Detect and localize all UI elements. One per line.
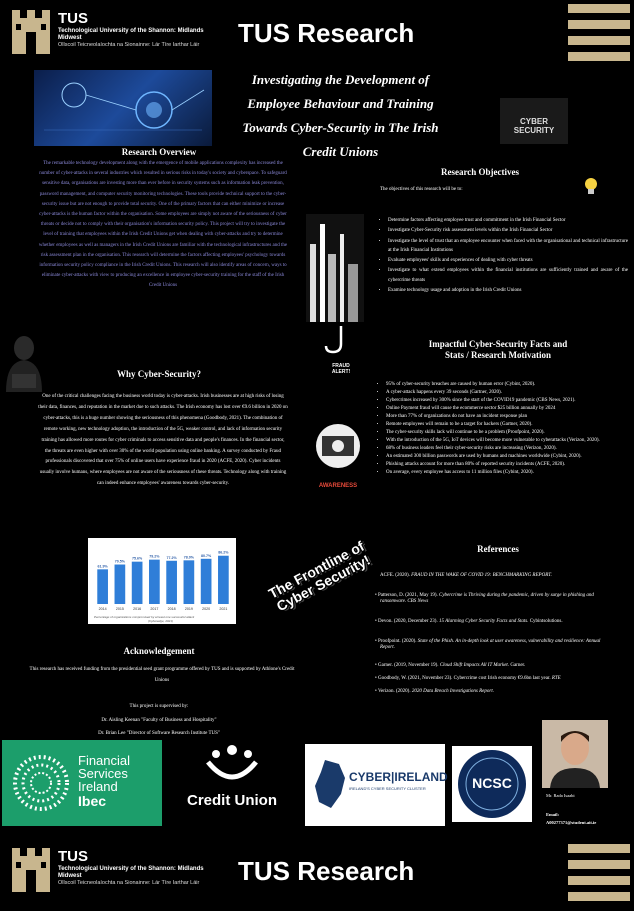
overview-text: The remarkable technology development along with the emergence of mobile applications complexity has increased the number of cyber-attacks in several industries which resulted in serious risks in today's society and cyberspace. To safeguard sensitive data, organisations are investing more than ever before in security systems such as information leak prevention, password management, and computer security monitoring technologies. These tools provide technical support to the cyber-security issue but are not enough to provide total security. One of the primary factors that can either minimize or increase cyber-attacks is the human factor within the organisation. Some employees are simply not aware of the seriousness of cyber threats or decide not to comply with their organisation's information security policy. This project will try to investigate the level of training that employees within the Irish Credit Unions get when dealing with cyber-attacks and try to determine whether employees as well as managers in the Irish Credit Unions are familiar with the technological infrastructures and the risk assessment plan in the organisation. This research will determine the factors affecting employees' psychology towards information security policy compliance in the Irish Credit Unions. This research will also identify areas of concern, ways to eliminate cyber-attacks with view to producing an excellence in employee cyber-security training for the staff of the Irish Credit Unions xyxy=(38,161,288,289)
reference-item: • Goodbody, W. (2021, November 23). Cybercrime cost Irish economy €9.6bn last year. RTE xyxy=(375,676,561,681)
university-name: Technological University of the Shannon: Midlands Midwest xyxy=(58,28,204,41)
ibec-wordmark: Ibec xyxy=(78,793,107,809)
hook-icon xyxy=(316,322,366,358)
supervised-by: This project is supervised by: xyxy=(129,704,189,709)
reference-text: Patterson, D. (2021, May 19). xyxy=(378,593,439,598)
reference-after: Cybintsolutions. xyxy=(528,619,563,624)
reference-item: • Patterson, D. (2021, May 19). Cybercrime is Thriving during the pandemic, driven by surge in phishing and ransomware. CBS News xyxy=(375,593,594,604)
financial-services-ireland-logo xyxy=(2,740,162,826)
reference-item: • Verizon. (2020). 2020 Data Breach Investigations Report. xyxy=(375,689,494,694)
dots-circle-icon xyxy=(12,754,70,812)
bar-chart xyxy=(88,538,236,624)
reference-italic: State of the Phish. An in-depth look at user awareness, vulnerability and resilience: Annual Report. xyxy=(380,639,601,650)
bar-chart-svg xyxy=(88,538,236,624)
bar xyxy=(97,569,108,604)
profile-email: A00277371@student.ait.ie xyxy=(546,820,597,825)
people-hands-icon xyxy=(202,742,262,786)
tick-label: 2015 xyxy=(115,607,124,611)
fs-line: Ireland xyxy=(78,779,118,794)
why-text: One of the critical challenges facing the business world today is cyber-attacks. Irish businesses are at high risks of losing their data, finances, and reputation in the market due to such attacks. The Irish economy has lost over €9.6 billion in 2020 on cyber-attacks, this is a huge number showing the seriousness of this phenomena (Goodbody, 2021). The combination of remote working, new technology adoption, the introduction of the 5G, weaker control, and lack of information security training has allowed more routes for cyber criminals to access sensitive data and people's finances. In the financial sector, the threats are even higher with over 30% of the world population using online banking. A survey conducted by Fraud professionals discovered that over 75% of online users have experience fraud in 2020 (ACFE, 2020). Cyber incidents usually involve humans, where employees are not aware of the seriousness of these threats. Technology along with training can indeed enhance employees' awareness towards cyber-security. xyxy=(38,394,288,487)
header-stripes xyxy=(568,4,630,68)
profile-email-label: Email: xyxy=(546,812,559,817)
fs-wordmark xyxy=(78,754,130,808)
awareness-image xyxy=(310,420,366,492)
tick-label: 2018 xyxy=(167,607,176,611)
objective-item: • Examine technology usage and adoption in the Irish Credit Unions xyxy=(388,286,628,295)
reference-italic: Cloud Shift Impacts All IT Market. xyxy=(439,663,510,668)
ireland-map-icon xyxy=(313,758,347,810)
fact-item: • With the introduction of the 5G, IoT devices will become more vulnerable to cyberattacks (Verizon, 2020). xyxy=(386,438,626,445)
ncsc-logo xyxy=(452,746,532,822)
poster-title-line: Employee Behaviour and Training xyxy=(247,96,434,111)
university-irish-name: Ollscoil Teicneolaíochta na Sionainne: Lár Tíre Iarthar Láir xyxy=(58,880,200,886)
reference-italic: 15 Alarming Cyber Security Facts and Stats. xyxy=(438,619,529,624)
facts-list xyxy=(378,382,626,478)
objectives-heading: Research Objectives xyxy=(440,167,520,177)
circuit-graphic xyxy=(34,70,212,146)
frontline-slogan: The Frontline of Cyber Security! xyxy=(265,537,373,615)
reference-text: Proofpoint. (2020). xyxy=(378,639,418,644)
castle-icon xyxy=(12,848,50,892)
fact-item: • More than 77% of organizations do not have an incident response plan xyxy=(386,414,626,421)
tick-label: 2019 xyxy=(184,607,193,611)
fact-item: • Online Payment fraud will cause the ecommerce sector $25 billion annually by 2024 xyxy=(386,406,626,413)
poster-title-line: Towards Cyber-Security in The Irish xyxy=(242,120,439,135)
cyber-ireland-sub: IRELAND'S CYBER SECURITY CLUSTER xyxy=(349,786,426,791)
objective-item: • Determine factors affecting employee trust and commitment in the Irish Financial Sector xyxy=(388,216,628,225)
reference-after: Garner. xyxy=(509,663,526,668)
why-heading: Why Cyber-Security? xyxy=(117,369,201,379)
tus-wordmark: TUS xyxy=(58,848,88,865)
objective-item: • Investigate to what extend employees within the financial institutions are sufficiently trained and aware of the cybercrime threats xyxy=(388,266,628,285)
profile-photo xyxy=(542,720,608,788)
data-label: 77.2% xyxy=(166,555,177,560)
fraud-alert-label: FRAUD ALERT! xyxy=(331,363,351,375)
cyber-ireland-logo xyxy=(305,744,448,826)
acknowledgement-heading: Acknowledgement xyxy=(123,646,195,656)
supervisor-1: Dr. Aisling Keenan "Faculty of Business and Hospitality" xyxy=(101,718,217,723)
reference-italic: FRAUD IN THE WAKE OF COVID 19: BENCHMARKING REPORT. xyxy=(411,573,552,578)
awareness-label: AWARENESS xyxy=(318,483,358,489)
references-list xyxy=(375,573,616,702)
hero-cyber-image xyxy=(34,70,212,146)
university-name: Technological University of the Shannon: Midlands Midwest xyxy=(58,866,204,879)
reference-item: • Proofpoint. (2020). State of the Phish. An in-depth look at user awareness, vulnerability and resilience: Annual Report. xyxy=(375,639,601,650)
tick-label: 2017 xyxy=(150,607,159,611)
cyber-ireland-wordmark: CYBER|IRELAND xyxy=(349,770,448,784)
cyber-security-label: CYBER SECURITY xyxy=(513,117,555,135)
reference-italic: RTE xyxy=(551,676,561,681)
data-label: 80.7% xyxy=(201,553,212,558)
overview-heading: Research Overview xyxy=(121,147,197,157)
bar xyxy=(132,562,143,604)
references-heading: References xyxy=(477,544,519,554)
footer-title: TUS Research xyxy=(238,856,415,886)
skyline-graphic xyxy=(306,214,364,322)
hacker-icon xyxy=(4,334,44,394)
reference-text: Goodbody, W. (2021, November 23). Cybercrime cost Irish economy €9.6bn last year. xyxy=(378,676,552,681)
cyber-security-image xyxy=(500,98,568,144)
facts-heading: Impactful Cyber-Security Facts and Stats / Research Motivation xyxy=(428,339,568,360)
fact-item: • On average, every employee has access to 11 million files (Cybint, 2020). xyxy=(386,470,626,477)
chart-caption: Percentage of organizations compromised by at least one successful attack xyxy=(94,615,195,619)
tus-logo-footer xyxy=(12,846,212,896)
tus-logo-header xyxy=(12,8,212,58)
reference-text: Garner. (2019, November 19). xyxy=(378,663,440,668)
bar xyxy=(166,561,177,604)
reference-text: Devon. (2020, December 23). xyxy=(378,619,439,624)
fact-item: • Remote employees will remain to be a target for hackers (Gartner, 2020). xyxy=(386,422,626,429)
bar xyxy=(115,565,126,604)
lightbulb-icon xyxy=(582,176,600,196)
person-icon xyxy=(542,720,608,788)
reference-italic: 2020 Data Breach Investigations Report. xyxy=(411,689,494,694)
credit-union-logo xyxy=(168,742,296,816)
objective-item: • Investigate the level of trust that an employee encounter when faced with the organisational and technical infrastructure at the Irish Financial Institutions xyxy=(388,237,628,256)
tick-label: 2014 xyxy=(98,607,107,611)
poster-title-line: Credit Unions xyxy=(302,144,379,159)
bar xyxy=(218,556,229,604)
objectives-intro: The objectives of this research will be to: xyxy=(380,187,463,192)
ncsc-wordmark: NCSC xyxy=(472,775,512,791)
reference-italic: Cybercrime is Thriving during the pandemic, driven by surge in phishing and ransomware. CBS News xyxy=(380,593,594,604)
header-title: TUS Research xyxy=(238,18,415,48)
fact-item: • The cyber-security skills lack will continue to be a problem (Proofpoint, 2020). xyxy=(386,430,626,437)
tus-wordmark: TUS xyxy=(58,10,88,27)
data-label: 70.5% xyxy=(114,559,125,564)
data-label: 61.9% xyxy=(97,564,108,569)
footer-stripes xyxy=(568,844,630,908)
fact-item: • An estimated 300 billion passwords are used by humans and machines worldwide (Cybint, 2020). xyxy=(386,454,626,461)
data-label: 79.2% xyxy=(149,554,160,559)
fact-item: • 68% of business leaders feel their cyber-security risks are increasing (Verizon, 2020). xyxy=(386,446,626,453)
data-label: 78.0% xyxy=(183,555,194,560)
objectives-list xyxy=(378,216,628,296)
bar xyxy=(201,559,212,604)
reference-item: • Garner. (2019, November 19). Cloud Shift Impacts All IT Market. Garner. xyxy=(375,663,526,668)
university-irish-name: Ollscoil Teicneolaíochta na Sionainne: Lár Tíre Iarthar Láir xyxy=(58,42,200,48)
fs-line: Financial xyxy=(78,753,131,768)
castle-icon xyxy=(12,10,50,54)
profile-name: Mr. Rada Isaabi xyxy=(546,793,575,798)
credit-union-wordmark: Credit Union xyxy=(187,792,277,809)
reference-item xyxy=(380,573,616,579)
data-label: 75.6% xyxy=(132,556,143,561)
acknowledgement-funding: This research has received funding from the presidential seed grant programme offered by TUS and is supported by Athlone's Credit Unions xyxy=(29,667,295,683)
bar xyxy=(184,560,195,604)
tick-label: 2021 xyxy=(219,607,228,611)
fact-item: • Phishing attacks account for more than 80% of reported security incidents (ACFE, 2020). xyxy=(386,462,626,469)
chart-source: (Cyberedge, 2021) xyxy=(148,619,174,623)
fraud-alert-image xyxy=(316,322,366,376)
tick-label: 2016 xyxy=(133,607,142,611)
reference-text: ACFE. (2020). xyxy=(380,573,412,578)
hacker-image xyxy=(4,334,44,394)
fact-item: • A cyber-attack happens every 39 seconds (Gartner, 2020). xyxy=(386,390,626,397)
shield-icon xyxy=(310,420,366,478)
bar xyxy=(149,560,160,604)
supervisor-2: Dr. Brian Lee "Director of Software Research Institute TUS" xyxy=(98,731,220,736)
reference-item: • Devon. (2020, December 23). 15 Alarming Cyber Security Facts and Stats. Cybintsolutions. xyxy=(375,619,563,624)
poster-title-line: Investigating the Development of xyxy=(251,72,430,87)
skyline-image xyxy=(306,214,364,322)
fs-line: Services xyxy=(78,766,128,781)
fact-item: • Cybercrimes increased by 300% since the start of the COVID19 pandemic (CBS News, 2021). xyxy=(386,398,626,405)
tick-label: 2020 xyxy=(202,607,211,611)
reference-text: Verizon. (2020). xyxy=(377,689,412,694)
fact-item: • 95% of cyber-security breaches are caused by human error (Cybint, 2020). xyxy=(386,382,626,389)
objective-item: • Evaluate employees' skills and experiences of dealing with cyber threats xyxy=(388,256,628,265)
objective-item: • Investigate Cyber-Security risk assessment levels within the Irish Financial Sector xyxy=(388,226,628,235)
data-label: 86.2% xyxy=(218,550,229,555)
